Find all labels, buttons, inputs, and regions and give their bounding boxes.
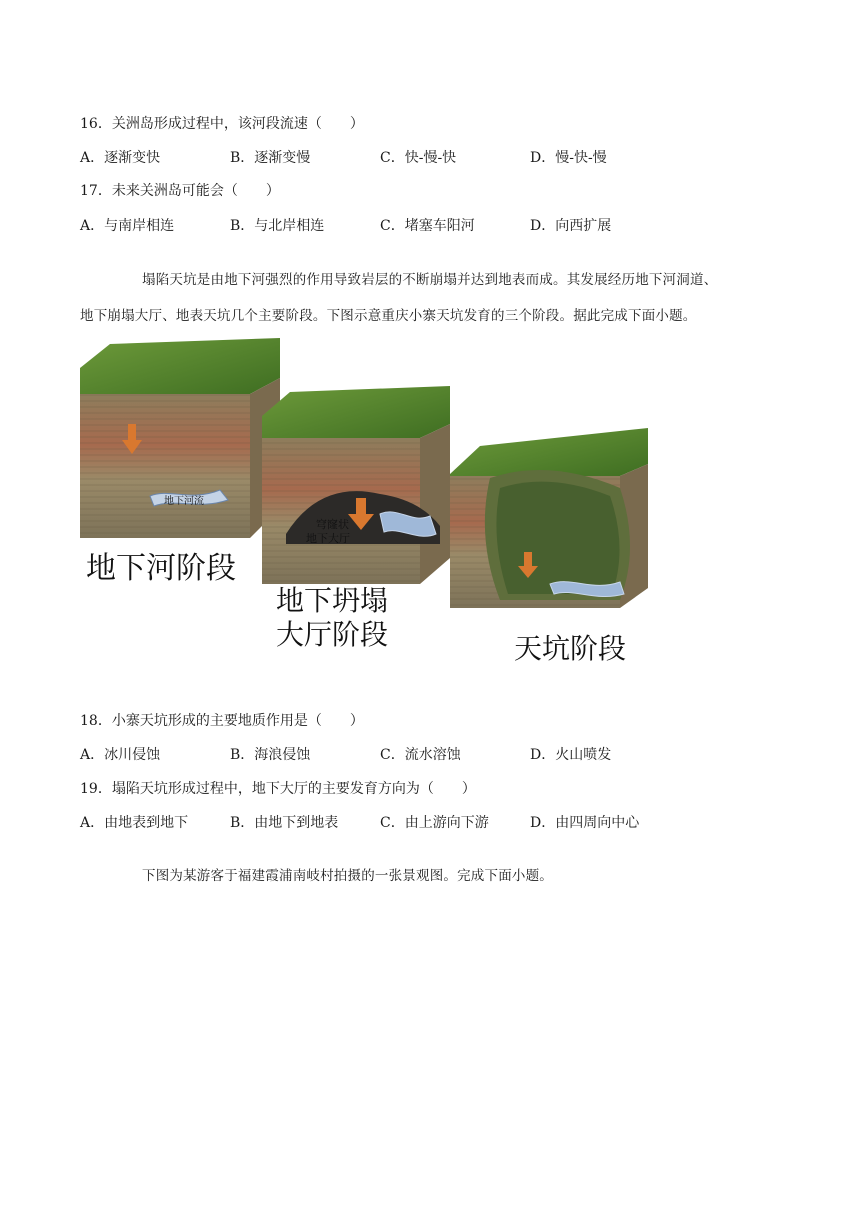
q16-option-a[interactable]: A．逐渐变快 (80, 150, 161, 166)
passage-xiapu-line1: 下图为某游客于福建霞浦南岐村拍摄的一张景观图。完成下面小题。 (142, 868, 553, 884)
question-19-stem: 19．塌陷天坑形成过程中，地下大厅的主要发育方向为（ ） (80, 781, 476, 797)
q16-option-c[interactable]: C．快-慢-快 (380, 150, 457, 166)
stage3-label: 天坑阶段 (514, 632, 627, 665)
stage2-label-line2: 大厅阶段 (276, 618, 389, 651)
question-18-stem: 18．小寨天坑形成的主要地质作用是（ ） (80, 713, 364, 729)
q17-option-b[interactable]: B．与北岸相连 (230, 218, 325, 234)
question-16-stem: 16．关洲岛形成过程中，该河段流速（ ） (80, 116, 364, 132)
q18-option-b[interactable]: B．海浪侵蚀 (230, 747, 311, 763)
stage2-tag-line1: 穹窿状 (316, 518, 349, 531)
passage-tiankeng-line2: 地下崩塌大厅、地表天坑几个主要阶段。下图示意重庆小寨天坑发育的三个阶段。据此完成下面小题。 (80, 308, 697, 324)
q18-option-c[interactable]: C．流水溶蚀 (380, 747, 461, 763)
q16-option-b[interactable]: B．逐渐变慢 (230, 150, 311, 166)
q18-option-d[interactable]: D．火山喷发 (530, 747, 612, 763)
question-18-options (80, 744, 720, 764)
question-16-options (80, 147, 720, 167)
question-17-stem: 17．未来关洲岛可能会（ ） (80, 183, 280, 199)
q17-option-c[interactable]: C．堵塞车阳河 (380, 218, 475, 234)
stage2-tag-line2: 地下大厅 (306, 532, 350, 545)
passage-xiapu (80, 858, 780, 894)
stage1-tag: 地下河流 (164, 496, 204, 507)
question-17-options (80, 215, 720, 235)
q16-option-d[interactable]: D．慢-快-慢 (530, 150, 607, 166)
q19-option-a[interactable]: A．由地表到地下 (80, 815, 189, 831)
stage1-label: 地下河阶段 (86, 551, 236, 586)
q18-option-a[interactable]: A．冰川侵蚀 (80, 747, 161, 763)
q17-option-a[interactable]: A．与南岸相连 (80, 218, 175, 234)
stage3-block (450, 428, 648, 608)
passage-tiankeng (80, 262, 780, 334)
q17-option-d[interactable]: D．向西扩展 (530, 218, 612, 234)
question-19-options (80, 812, 720, 832)
q19-option-d[interactable]: D．由四周向中心 (530, 815, 640, 831)
passage-tiankeng-line1: 塌陷天坑是由地下河强烈的作用导致岩层的不断崩塌并达到地表而成。其发展经历地下河洞道、 (142, 272, 718, 288)
q19-option-b[interactable]: B．由地下到地表 (230, 815, 339, 831)
stage1-block (80, 338, 280, 538)
stage2-label-line1: 地下坍塌 (276, 584, 389, 617)
q19-option-c[interactable]: C．由上游向下游 (380, 815, 489, 831)
tiankeng-stages-figure (80, 338, 650, 668)
stage2-block (262, 386, 450, 584)
